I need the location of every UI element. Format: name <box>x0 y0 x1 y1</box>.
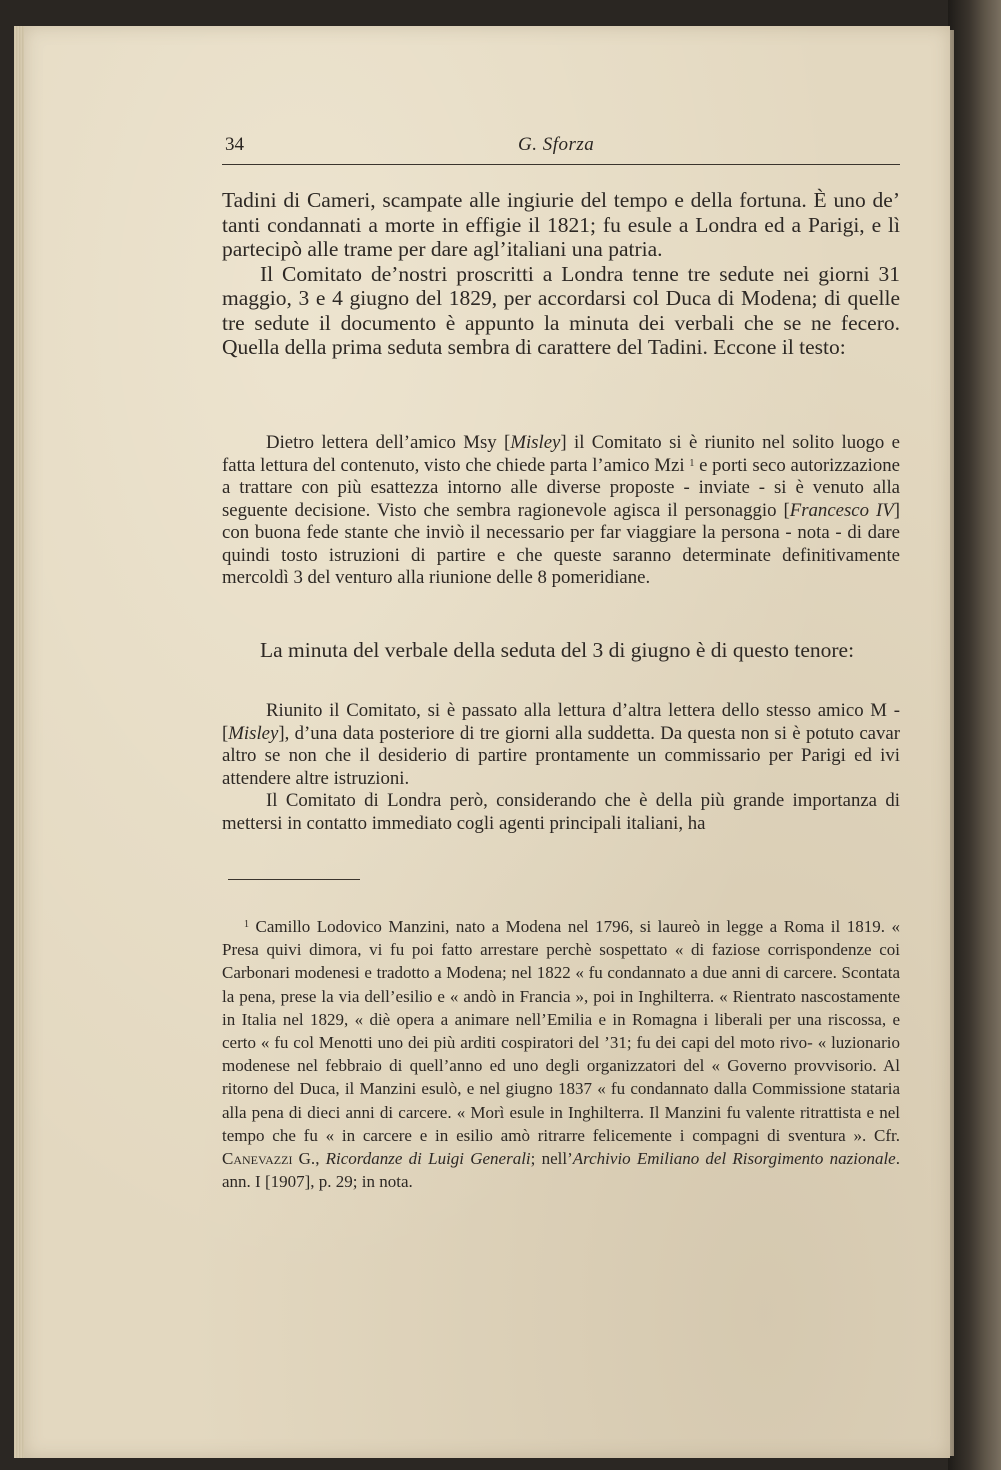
page-header <box>222 134 900 165</box>
body-paragraph-3: La minuta del verbale della seduta del 3 di giugno è di questo tenore: <box>260 638 855 662</box>
citation-author: Canevazzi G. <box>222 1149 316 1169</box>
body-paragraph-1: Tadini di Cameri, scampate alle ingiurie del tempo e della fortuna. È uno de’ tanti condannati a morte in effigie il 1821; fu esule a Londra ed a Parigi, e lì partecipò alle trame per dare agl’italiani una patria. <box>222 188 900 261</box>
scan-background-right <box>948 0 1001 1470</box>
footnote-reference: 1 <box>689 457 695 469</box>
footnote-paragraph: $^1$ Camillo Lodovico Manzini, nato a Modena nel 1796, si laureò in legge a Roma il 1819. « Presa quivi dimora, vi fu poi fatto arrestare perchè sospettato « di faziose corrispondenze coi Carbonari modenesi e tradotto a Modena; nel 1822 « fu condannato a due anni di carcere. Scontata la pena, prese la via dell’esilio e « andò in Francia », poi in Inghilterra. « Rientrato nascostamente in Italia nel 1829, « diè opera a animare nell’Emilia e in Romagna i liberali per una riscossa, e certo « fu col Menotti uno dei più arditi cospiratori del ’31; fu dei capi del moto rivo- « luzionario modenese nel febbraio di quell’anno ed uno degli organizzatori del « Governo provvisorio. Al ritorno del Duca, il Manzini esulò, e nel giugno 1837 « fu condannato dalla Commissione stataria alla pena di dieci anni di carcere. « Morì esule in Inghilterra. Il Manzini fu valente ritrattista e nel tempo che fu « in carcere e in esilio amò ritrarre felicemente i compagni di sventura ». Cfr. Canevazzi G., Ricordanze di Luigi Generali; nell’Archivio Emiliano del Risorgimento nazionale. ann. I [1907], p. 29; in nota. <box>222 917 900 1192</box>
quote-paragraph-1: Dietro lettera dell’amico Msy [Misley] il Comitato si è riunito nel solito luogo e fatta lettura del contenuto, visto che chiede parta l’amico Mzi $^1$ e porti seco autorizzazione a trattare con più esattezza intorno alle diverse proposte - inviate - si è venuto alla seguente decisione. Visto che sembra ragionevole agisca il personaggio [Francesco IV] con buona fede stante che inviò il necessario per far viaggiare la persona - nota - di dare quindi tosto istruzioni di partire e che queste saranno determinate definitivamente mercoldì 3 del venturo alla riunione delle 8 pomeridiane. <box>222 432 901 588</box>
quoted-minutes-2 <box>222 700 900 835</box>
quoted-minutes-1 <box>222 432 900 590</box>
body-text-middle <box>222 638 900 663</box>
footnote-marker: 1 <box>244 919 249 930</box>
quote-paragraph-3: Il Comitato di Londra però, considerando che è della più grande importanza di mettersi in contatto immediato cogli agenti principali italiani, ha <box>222 790 900 834</box>
footnote <box>222 915 900 1193</box>
running-head: G. Sforza <box>518 134 595 155</box>
citation-journal: Archivio Emiliano del Risorgimento nazionale <box>572 1149 896 1169</box>
citation-title: Ricordanze di Luigi Generali <box>325 1149 531 1169</box>
quote-paragraph-2: Riunito il Comitato, si è passato alla lettura d’altra lettera dello stesso amico M - [Misley], d’una data posteriore di tre giorni alla suddetta. Da questa non si è potuto cavar altro se non che il desiderio di partire prontamente un commissario per Parigi ed ivi attendere altre istruzioni. <box>222 700 900 789</box>
footnote-divider <box>228 879 360 880</box>
body-text-top <box>222 188 900 360</box>
page-number: 34 <box>225 134 244 155</box>
body-paragraph-2: Il Comitato de’nostri proscritti a Londra tenne tre sedute nei giorni 31 maggio, 3 e 4 giugno del 1829, per accordarsi col Duca di Modena; di quelle tre sedute il documento è appunto la minuta dei verbali che se ne fecero. Quella della prima seduta sembra di carattere del Tadini. Eccone il testo: <box>222 261 900 359</box>
